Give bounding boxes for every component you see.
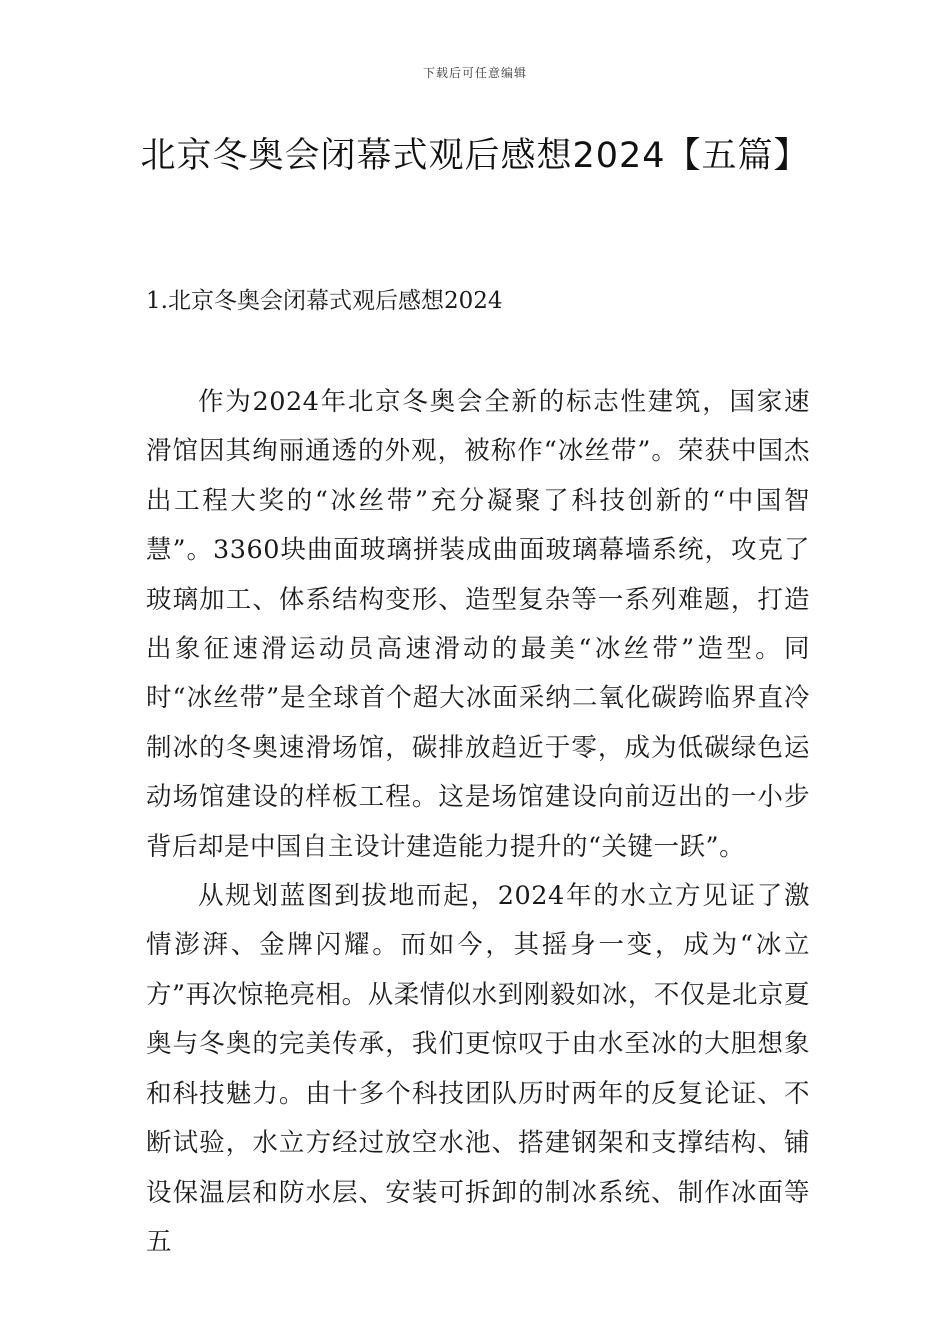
section-heading: 1.北京冬奥会闭幕式观后感想2024	[146, 288, 503, 314]
document-title: 北京冬奥会闭幕式观后感想2024【五篇】	[140, 136, 810, 176]
paragraph: 作为2024年北京冬奥会全新的标志性建筑，国家速滑馆因其绚丽通透的外观，被称作“冰丝带”。荣获中国杰出工程大奖的“冰丝带”充分凝聚了科技创新的“中国智慧”。3360块曲面玻璃拼装成曲面玻璃幕墙系统，攻克了玻璃加工、体系结构变形、造型复杂等一系列难题，打造出象征速滑运动员高速滑动的最美“冰丝带”造型。同时“冰丝带”是全球首个超大冰面采纳二氧化碳跨临界直冷制冰的冬奥速滑场馆，碳排放趋近于零，成为低碳绿色运动场馆建设的样板工程。这是场馆建设向前迈出的一小步背后却是中国自主设计建造能力提升的“关键一跃”。	[146, 387, 810, 862]
paragraph: 从规划蓝图到拔地而起，2024年的水立方见证了激情澎湃、金牌闪耀。而如今，其摇身一变，成为“冰立方”再次惊艳亮相。从柔情似水到刚毅如冰，不仅是北京夏奥与冬奥的完美传承，我们更惊叹于由水至冰的大胆想象和科技魅力。由十多个科技团队历时两年的反复论证、不断试验，水立方经过放空水池、搭建钢架和支撑结构、铺设保温层和防水层、安装可拆卸的制冰系统、制作冰面等五	[146, 881, 810, 1257]
header-note: 下载后可任意编辑	[422, 66, 527, 80]
document-body	[146, 378, 810, 1267]
